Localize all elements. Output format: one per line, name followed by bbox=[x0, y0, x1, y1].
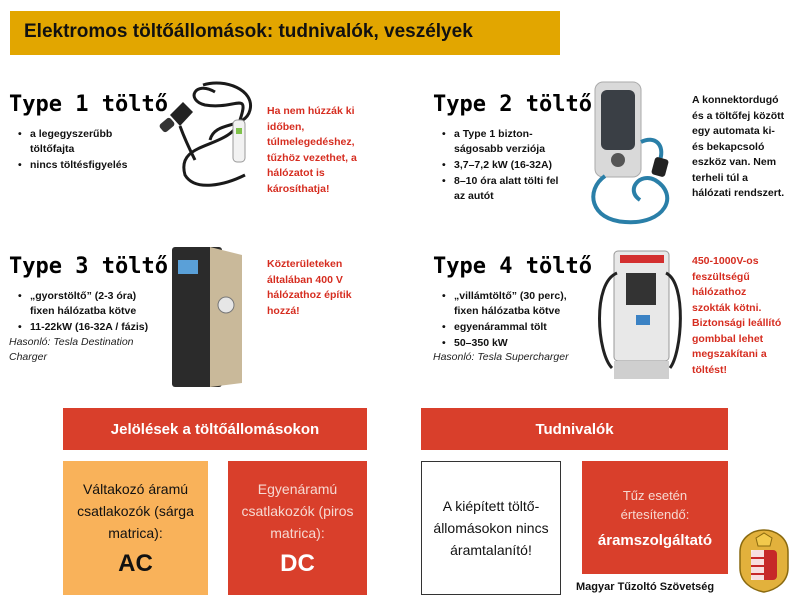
type2-bullet: • 3,7–7,2 kW (16-32A) bbox=[442, 158, 562, 173]
dc-box bbox=[228, 461, 367, 595]
page-title: Elektromos töltőállomások: tudnivalók, veszélyek bbox=[24, 21, 473, 42]
note-line: terheli túl a bbox=[692, 171, 749, 184]
note-line: A konnektordugó bbox=[692, 94, 779, 106]
type4-similar: Hasonló: Tesla Supercharger bbox=[433, 351, 569, 363]
type3-warning bbox=[267, 257, 379, 319]
note-line: és bekapcsoló bbox=[692, 140, 765, 153]
warning-line: túlmelegedéshez, bbox=[267, 136, 355, 148]
dc-line: Egyenáramú bbox=[257, 481, 338, 497]
markings-banner: Jelölések a töltőállomásokon bbox=[63, 408, 367, 450]
type3-bullets bbox=[18, 289, 158, 336]
type1-charger-cable-image bbox=[155, 80, 265, 195]
type3-bullet: • „gyorstöltő” (2-3 óra) fixen hálózatba kötve bbox=[18, 289, 158, 319]
warning-line: időben, bbox=[267, 120, 305, 133]
ac-box bbox=[63, 461, 208, 595]
type4-dc-charger-image bbox=[592, 243, 687, 383]
type4-bullet: • „villámtöltő” (30 perc), fixen hálózatba kötve bbox=[442, 289, 582, 319]
note-line: eszköz van. Nem bbox=[692, 156, 777, 168]
warning-line: töltést! bbox=[692, 363, 727, 376]
type4-warning bbox=[692, 254, 798, 378]
type2-bullets bbox=[442, 127, 562, 205]
type3-bullet: • 11-22kW (16-32A / fázis) bbox=[18, 320, 158, 335]
type3-heading: Type 3 töltő bbox=[9, 254, 168, 279]
warning-line: Ha nem húzzák ki bbox=[267, 105, 355, 117]
type3-pillar-charger-image bbox=[170, 245, 245, 390]
type1-heading: Type 1 töltő bbox=[9, 92, 168, 117]
warning-line: 450-1000V-os bbox=[692, 255, 759, 267]
info-left-line: állomásokon nincs bbox=[433, 520, 549, 536]
title-bar bbox=[10, 11, 560, 55]
type2-note bbox=[692, 93, 798, 202]
type4-bullet: • egyenárammal tölt bbox=[442, 320, 582, 335]
warning-line: megszakítani a bbox=[692, 348, 767, 360]
warning-line: hozzá! bbox=[267, 304, 300, 317]
info-banner: Tudnivalók bbox=[421, 408, 728, 450]
info-right-label: áramszolgáltató bbox=[597, 532, 713, 549]
type1-bullets bbox=[18, 127, 133, 174]
warning-line: hálózathoz építik bbox=[267, 289, 352, 301]
info-right-line: értesítendő: bbox=[620, 507, 690, 522]
warning-line: károsíthatja! bbox=[267, 182, 330, 195]
warning-line: Biztonsági leállító bbox=[692, 317, 782, 329]
type1-bullet: • a legegyszerűbb töltőfajta bbox=[18, 127, 133, 157]
info-left-line: A kiépített töltő- bbox=[442, 498, 540, 514]
dc-label: DC bbox=[280, 550, 315, 577]
info-right-box bbox=[582, 461, 728, 574]
type2-bullet: • 8–10 óra alatt tölti fel az autót bbox=[442, 174, 562, 204]
note-line: egy automata ki- bbox=[692, 125, 775, 137]
warning-line: általában 400 V bbox=[267, 273, 343, 286]
ac-line: matrica): bbox=[108, 525, 163, 541]
warning-line: hálózathoz bbox=[692, 286, 747, 298]
warning-line: Közterületeken bbox=[267, 258, 343, 270]
ac-line: Váltakozó áramú bbox=[82, 481, 189, 497]
warning-line: gombbal lehet bbox=[692, 332, 764, 345]
type2-wallbox-image bbox=[585, 80, 685, 230]
note-line: és a töltőfej között bbox=[692, 109, 785, 122]
type1-bullet: • nincs töltésfigyelés bbox=[18, 158, 133, 173]
footer-org: Magyar Tűzoltó Szövetség bbox=[576, 581, 715, 593]
warning-line: szokták kötni. bbox=[692, 301, 762, 314]
type2-bullet: • a Type 1 bizton-ságosabb verziója bbox=[442, 127, 562, 157]
info-right-line: Tűz esetén bbox=[622, 488, 688, 503]
warning-line: feszültségű bbox=[692, 270, 750, 283]
type4-heading: Type 4 töltő bbox=[433, 254, 592, 279]
type2-heading: Type 2 töltő bbox=[433, 92, 592, 117]
info-left-box bbox=[421, 461, 561, 595]
note-line: hálózati rendszert. bbox=[692, 187, 785, 199]
warning-line: tűzhöz vezethet, a bbox=[267, 151, 357, 164]
ac-line: csatlakozók (sárga bbox=[77, 503, 194, 519]
dc-line: matrica): bbox=[270, 525, 325, 541]
info-left-line: áramtalanító! bbox=[450, 542, 532, 558]
ac-label: AC bbox=[118, 550, 153, 577]
type4-bullets bbox=[442, 289, 582, 352]
dc-line: csatlakozók (piros bbox=[241, 503, 354, 519]
warning-line: hálózatot is bbox=[267, 167, 325, 179]
fire-association-emblem bbox=[738, 528, 790, 594]
type3-similar: Hasonló: Tesla Destination Charger bbox=[9, 336, 134, 363]
type1-warning bbox=[267, 104, 379, 197]
type4-bullet: • 50–350 kW bbox=[442, 336, 582, 351]
